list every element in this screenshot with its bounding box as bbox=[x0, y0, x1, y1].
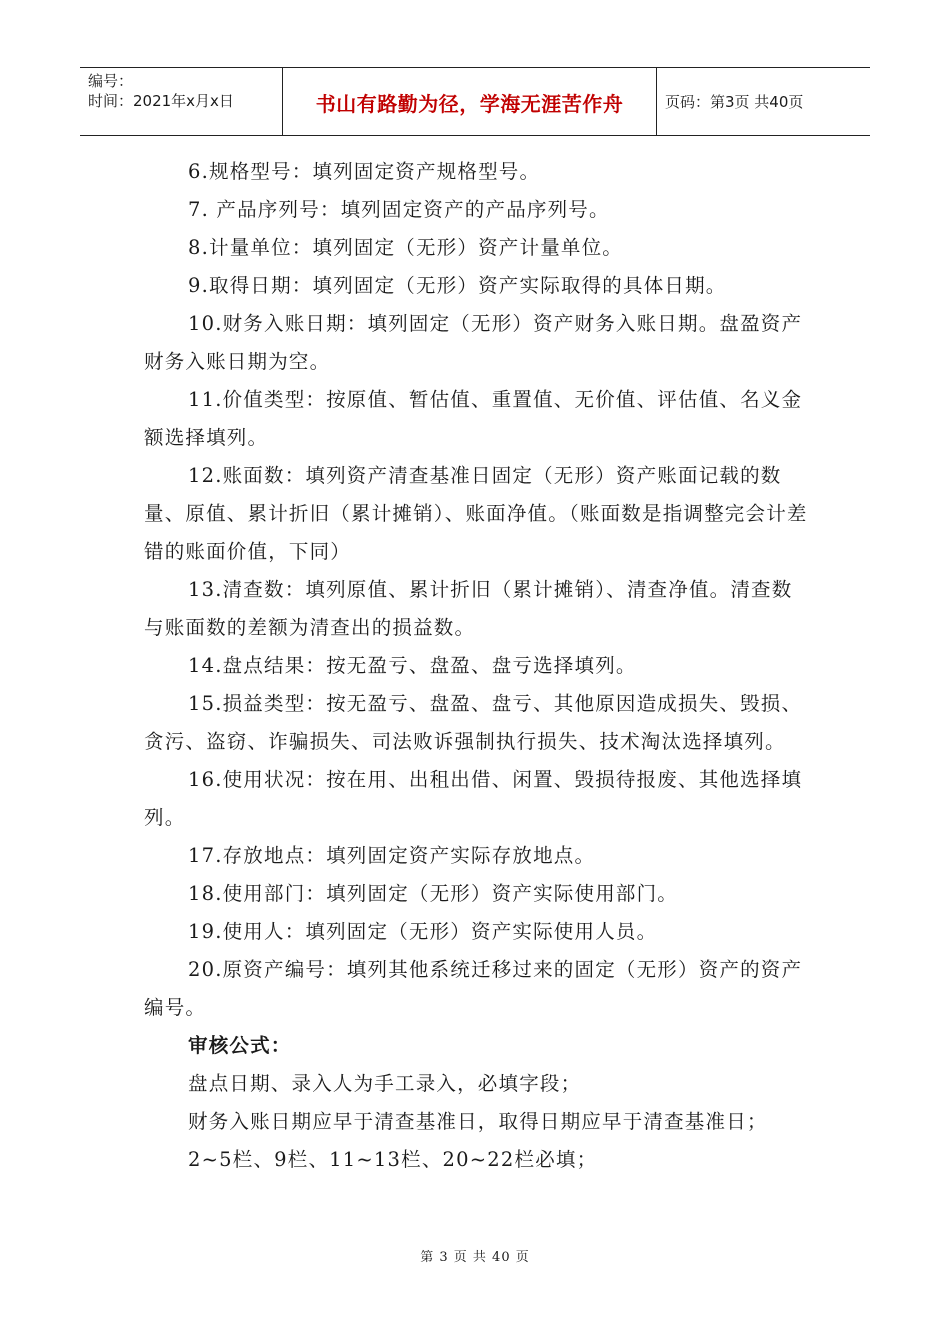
paragraph-11: 11.价值类型：按原值、暂估值、重置值、无价值、评估值、名义金额选择填列。 bbox=[144, 388, 803, 449]
header-page-info: 页码：第3页 共40页 bbox=[665, 93, 804, 111]
paragraph-16: 16.使用状况：按在用、出租出借、闲置、毁损待报废、其他选择填列。 bbox=[144, 768, 803, 829]
audit-heading: 审核公式： bbox=[188, 1034, 292, 1057]
paragraph-7: 7. 产品序列号：填列固定资产的产品序列号。 bbox=[188, 198, 610, 221]
document-date: 时间：2021年x月x日 bbox=[88, 92, 234, 110]
page-footer: 第 3 页 共 40 页 bbox=[420, 1250, 530, 1265]
page-header bbox=[80, 67, 870, 136]
document-number: 编号： bbox=[88, 72, 134, 90]
paragraph-19: 19.使用人：填列固定（无形）资产实际使用人员。 bbox=[188, 920, 658, 943]
document-body bbox=[144, 153, 812, 1179]
audit-line-2: 财务入账日期应早于清查基准日，取得日期应早于清查基准日； bbox=[188, 1110, 768, 1133]
paragraph-14: 14.盘点结果：按无盈亏、盘盈、盘亏选择填列。 bbox=[188, 654, 637, 677]
header-motto bbox=[283, 68, 657, 135]
paragraph-17: 17.存放地点：填列固定资产实际存放地点。 bbox=[188, 844, 596, 867]
paragraph-6: 6.规格型号：填列固定资产规格型号。 bbox=[188, 160, 541, 183]
paragraph-13: 13.清查数：填列原值、累计折旧（累计摊销）、清查净值。清查数与账面数的差额为清查出的损益数。 bbox=[144, 578, 793, 639]
paragraph-18: 18.使用部门：填列固定（无形）资产实际使用部门。 bbox=[188, 882, 679, 905]
audit-line-3: 2~5栏、9栏、11~13栏、20~22栏必填； bbox=[188, 1148, 598, 1171]
paragraph-8: 8.计量单位：填列固定（无形）资产计量单位。 bbox=[188, 236, 624, 259]
motto-text: 书山有路勤为径，学海无涯苦作舟 bbox=[315, 92, 624, 116]
audit-line-1: 盘点日期、录入人为手工录入，必填字段； bbox=[188, 1072, 582, 1095]
header-meta bbox=[80, 68, 283, 135]
paragraph-10: 10.财务入账日期：填列固定（无形）资产财务入账日期。盘盈资产财务入账日期为空。 bbox=[144, 312, 803, 373]
paragraph-15: 15.损益类型：按无盈亏、盘盈、盘亏、其他原因造成损失、毁损、贪污、盗窃、诈骗损失、司法败诉强制执行损失、技术淘汰选择填列。 bbox=[144, 692, 803, 753]
paragraph-12: 12.账面数：填列资产清查基准日固定（无形）资产账面记载的数量、原值、累计折旧（累计摊销）、账面净值。（账面数是指调整完会计差错的账面价值，下同） bbox=[144, 464, 808, 563]
paragraph-20: 20.原资产编号：填列其他系统迁移过来的固定（无形）资产的资产编号。 bbox=[144, 958, 803, 1019]
paragraph-9: 9.取得日期：填列固定（无形）资产实际取得的具体日期。 bbox=[188, 274, 727, 297]
